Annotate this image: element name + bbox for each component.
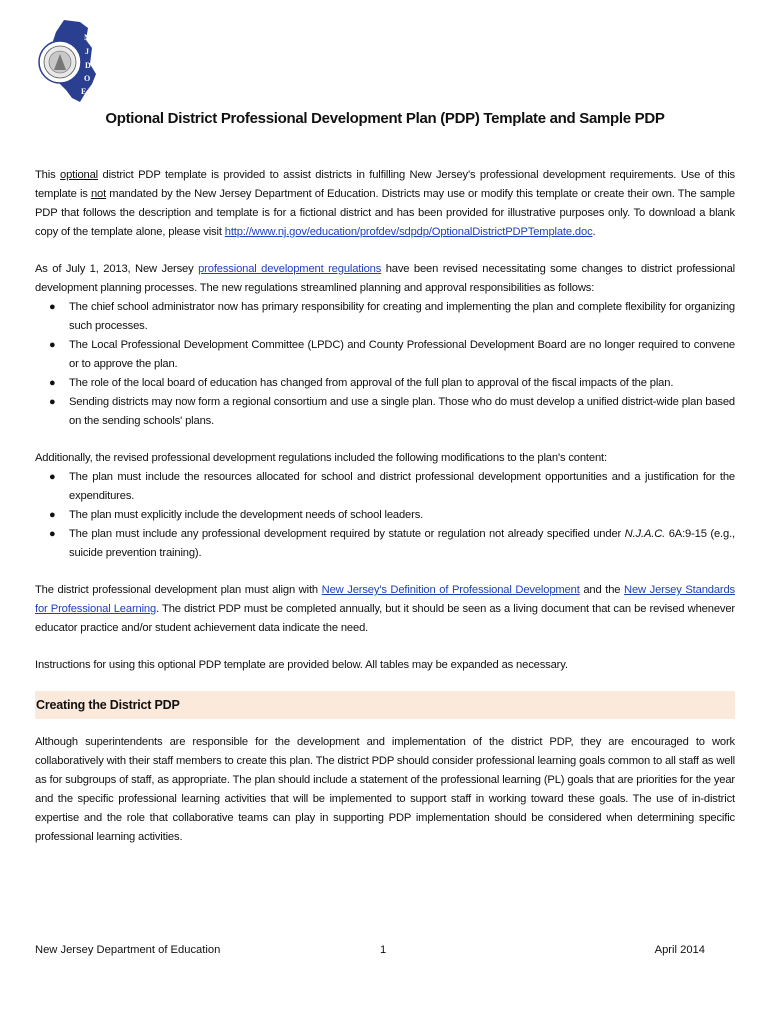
footer-page-number: 1 xyxy=(380,944,387,956)
bullet-icon: ● xyxy=(49,301,56,313)
list-item-text: The Local Professional Development Committee (LPDC) and County Professional Development Board are no longer required to convene or to approve the plan. xyxy=(69,339,735,370)
alignment-text: . The district PDP must be completed annually, but it should be seen as a living document that can be revised whenever educator practice and/or student achievement data indicate the need. xyxy=(35,603,735,634)
intro-paragraph xyxy=(35,166,735,242)
list-item xyxy=(35,393,735,431)
seal-letter-j: J xyxy=(85,47,89,56)
list-item-text: The plan must include the resources allocated for school and district professional development opportunities and a justification for the expenditures. xyxy=(69,471,735,502)
template-download-link[interactable]: http://www.nj.gov/education/profdev/sdpdp/OptionalDistrictPDPTemplate.doc xyxy=(224,226,593,238)
optional-emphasis: optional xyxy=(60,169,99,181)
seal-letter-e: E xyxy=(81,87,87,96)
seal-letter-n: N xyxy=(84,33,90,42)
instructions-paragraph: Instructions for using this optional PDP template are provided below. All tables may be expanded as necessary. xyxy=(35,659,568,671)
intro-text: This xyxy=(35,169,61,181)
footer-date: April 2014 xyxy=(654,944,705,956)
list-item xyxy=(35,525,735,563)
bullet-icon: ● xyxy=(49,339,56,351)
list-item xyxy=(35,298,735,336)
intro-text: district PDP template is provided to assist districts in fulfilling New Jersey's professional development requirements. Use of this template is xyxy=(35,169,736,200)
list-item-text: Sending districts may now form a regional consortium and use a single plan. Those who do must develop a unified district-wide plan based on the sending schools' plans. xyxy=(69,396,735,427)
page-title: Optional District Professional Development Plan (PDP) Template and Sample PDP xyxy=(105,110,665,127)
bullet-icon: ● xyxy=(49,377,56,389)
list-item xyxy=(35,374,735,393)
section-heading: Creating the District PDP xyxy=(35,691,735,719)
list-item-text: 6A:9-15 (e.g., suicide prevention training). xyxy=(69,528,735,559)
list-item xyxy=(35,468,735,506)
bullet-icon: ● xyxy=(49,528,56,540)
list-item-text: The plan must include any professional development required by statute or regulation not already specified under xyxy=(69,528,625,540)
footer-department: New Jersey Department of Education xyxy=(35,944,221,956)
not-emphasis: not xyxy=(90,188,107,200)
section-body-paragraph: Although superintendents are responsible for the development and implementation of the district PDP, they are encouraged to work collaboratively with their staff members to create this plan. The district PDP should consider professional learning goals common to all staff as well as for subgroups of staff, as appropriate. The plan should include a statement of the professional learning (PL) goals that are priorities for the year and the specific professional learning activities that will be implemented to support staff in working toward these goals. The use of in-district expertise and the role that collaborative teams can play in supporting PDP implementation should be considered when determining specific professional learning activities. xyxy=(35,736,735,843)
alignment-text: The district professional development plan must align with xyxy=(35,584,322,596)
regulations-text: As of July 1, 2013, New Jersey xyxy=(35,263,199,275)
modifications-paragraph: Additionally, the revised professional development regulations included the following modifications to the plan's content: xyxy=(35,452,607,464)
bullet-icon: ● xyxy=(49,471,56,483)
bullet-icon: ● xyxy=(49,396,56,408)
bullet-icon: ● xyxy=(49,509,56,521)
regulations-list xyxy=(35,298,735,431)
list-item-text: The plan must explicitly include the development needs of school leaders. xyxy=(69,509,424,521)
njac-citation: N.J.A.C. xyxy=(624,528,666,540)
modifications-list xyxy=(35,468,735,563)
seal-letter-o: O xyxy=(84,74,91,83)
intro-text: . xyxy=(592,226,596,238)
pd-regulations-link[interactable]: professional development regulations xyxy=(198,263,382,275)
alignment-paragraph xyxy=(35,581,735,638)
seal-letter-d: D xyxy=(85,61,91,70)
list-item xyxy=(35,506,735,525)
list-item xyxy=(35,336,735,374)
njdoe-seal-logo xyxy=(36,18,100,104)
nj-pl-standards-link[interactable]: New Jersey Standards for Professional Learning xyxy=(35,584,735,615)
list-item-text: The chief school administrator now has primary responsibility for creating and implementing the plan and complete flexibility for organizing such processes. xyxy=(69,301,735,332)
nj-pd-definition-link[interactable]: New Jersey's Definition of Professional Development xyxy=(321,584,580,596)
intro-text: mandated by the New Jersey Department of Education. Districts may use or modify this template or create their own. The sample PDP that follows the description and template is for a fictional district and has been provided for illustrative purposes only. To download a blank copy of the template alone, please visit xyxy=(35,188,736,238)
regulations-paragraph xyxy=(35,260,735,298)
document-body xyxy=(35,166,735,847)
alignment-text: and the xyxy=(579,584,625,596)
regulations-text: have been revised necessitating some changes to district professional development planning processes. The new regulations streamlined planning and approval responsibilities as follows: xyxy=(35,263,736,294)
list-item-text: The role of the local board of education has changed from approval of the full plan to approval of the fiscal impacts of the plan. xyxy=(69,377,674,389)
